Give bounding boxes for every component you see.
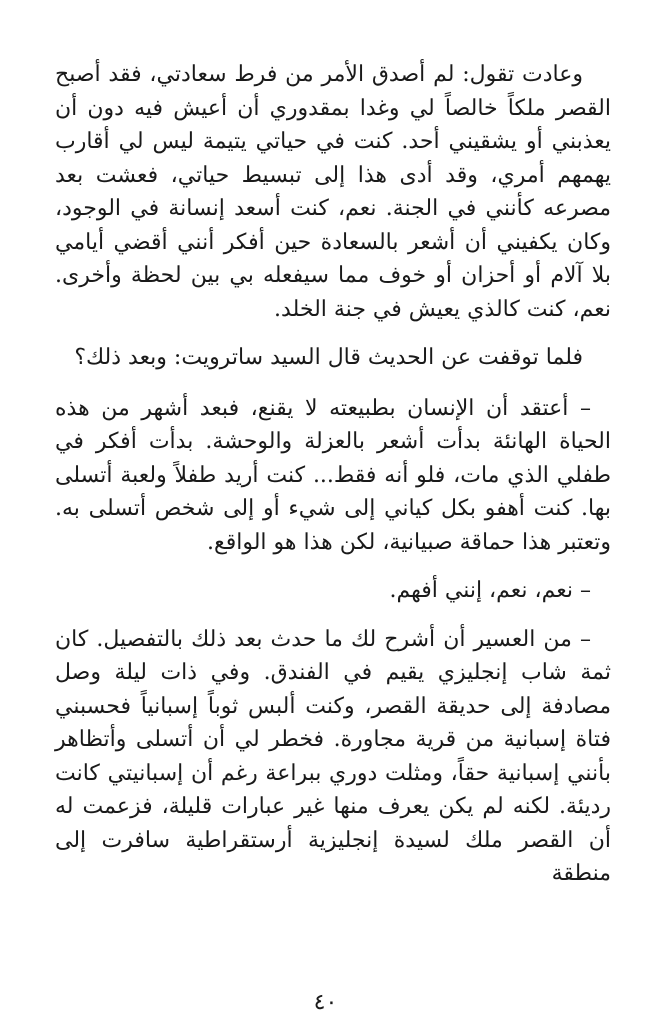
paragraph-1: وعادت تقول: لم أصدق الأمر من فرط سعادتي، فقد أصبح القصر ملكاً خالصاً لي وغدا بمقدوري أن أعيش فيه دون أن يعذبني أو يشقيني أحد. كنت في حياتي يتيمة ليس لي أقارب يهمهم أمري، وقد أدى هذا إلى تبسيط حياتي، فعشت بعد مصرعه كأنني في الجنة. نعم، كنت أسعد إنسانة في الوجود، وكان يكفيني أن أشعر بالسعادة حين أفكر أنني أقضي أيامي بلا آلام أو أحزان أو خوف مما سيفعله بي بين لحظة وأخرى. نعم، كنت كالذي يعيش في جنة الخلد. [55,62,611,322]
paragraph-5: – من العسير أن أشرح لك ما حدث بعد ذلك بالتفصيل. كان ثمة شاب إنجليزي يقيم في الفندق. وفي ذات ليلة وصل مصادفة إلى حديقة القصر، وكنت ألبس ثوباً إسبانياً فحسبني فتاة إسبانية من قرية مجاورة. فخطر لي أن أتسلى وأتظاهر بأنني إسبانية حقاً، ومثلت دوري ببراعة رغم أن إسبانيتي كانت رديئة. لكنه لم يكن يعرف منها غير عبارات قليلة، فزعمت له أن القصر ملك لسيدة إنجليزية أرستقراطية سافرت إلى منطقة [55,626,611,886]
book-page-text [55,58,611,891]
page-number: ٤٠ [313,990,338,1010]
paragraph-2: فلما توقفت عن الحديث قال السيد ساترويت: وبعد ذلك؟ [74,345,583,370]
paragraph-3: – أعتقد أن الإنسان بطبيعته لا يقنع، فبعد أشهر من هذه الحياة الهانئة بدأت أشعر بالعزلة والوحشة. بدأت أفكر في طفلي الذي مات، فلو أنه فقط... كنت أريد طفلاً ولعبة أتسلى بها. كنت أهفو بكل كياني إلى شيء أو إلى شخص أتسلى به. وتعتبر هذا حماقة صبيانية، لكن هذا هو الواقع. [55,395,611,555]
paragraph-4: – نعم، نعم، إنني أفهم. [389,578,591,603]
